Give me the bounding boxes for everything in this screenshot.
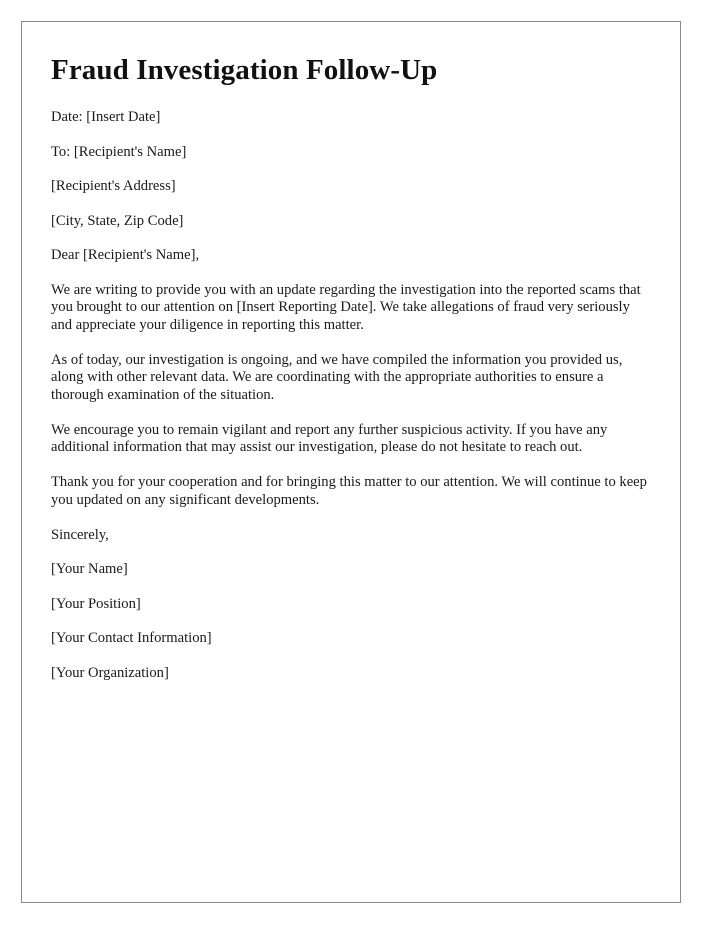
recipient-name-line: To: [Recipient's Name] xyxy=(51,143,187,160)
body-paragraph: We are writing to provide you with an update regarding the investigation into the reported scams that you brought to our attention on [Insert Reporting Date]. We take allegations of fraud very seriously and appreciate your diligence in reporting this matter. xyxy=(51,281,641,333)
recipient-city-line: [City, State, Zip Code] xyxy=(51,212,184,229)
letter-page xyxy=(21,21,681,903)
body-paragraph: We encourage you to remain vigilant and report any further suspicious activity. If you have any additional information that may assist our investigation, please do not hesitate to reach out. xyxy=(51,421,608,455)
sender-contact: [Your Contact Information] xyxy=(51,630,212,646)
body-paragraph: As of today, our investigation is ongoing, and we have compiled the information you provided us, along with other relevant data. We are coordinating with the appropriate authorities to ensure a thorough examination of the situation. xyxy=(51,351,623,403)
sender-organization: [Your Organization] xyxy=(51,664,169,681)
body-paragraph: Thank you for your cooperation and for bringing this matter to our attention. We will continue to keep you updated on any significant developments. xyxy=(51,474,647,508)
closing: Sincerely, xyxy=(51,526,109,543)
date-line: Date: [Insert Date] xyxy=(51,109,161,125)
sender-position: [Your Position] xyxy=(51,595,141,612)
sender-name: [Your Name] xyxy=(51,561,128,577)
recipient-address-line: [Recipient's Address] xyxy=(51,178,176,194)
letter-title: Fraud Investigation Follow-Up xyxy=(51,54,438,86)
salutation: Dear [Recipient's Name], xyxy=(51,247,200,263)
letter-content xyxy=(51,53,647,699)
